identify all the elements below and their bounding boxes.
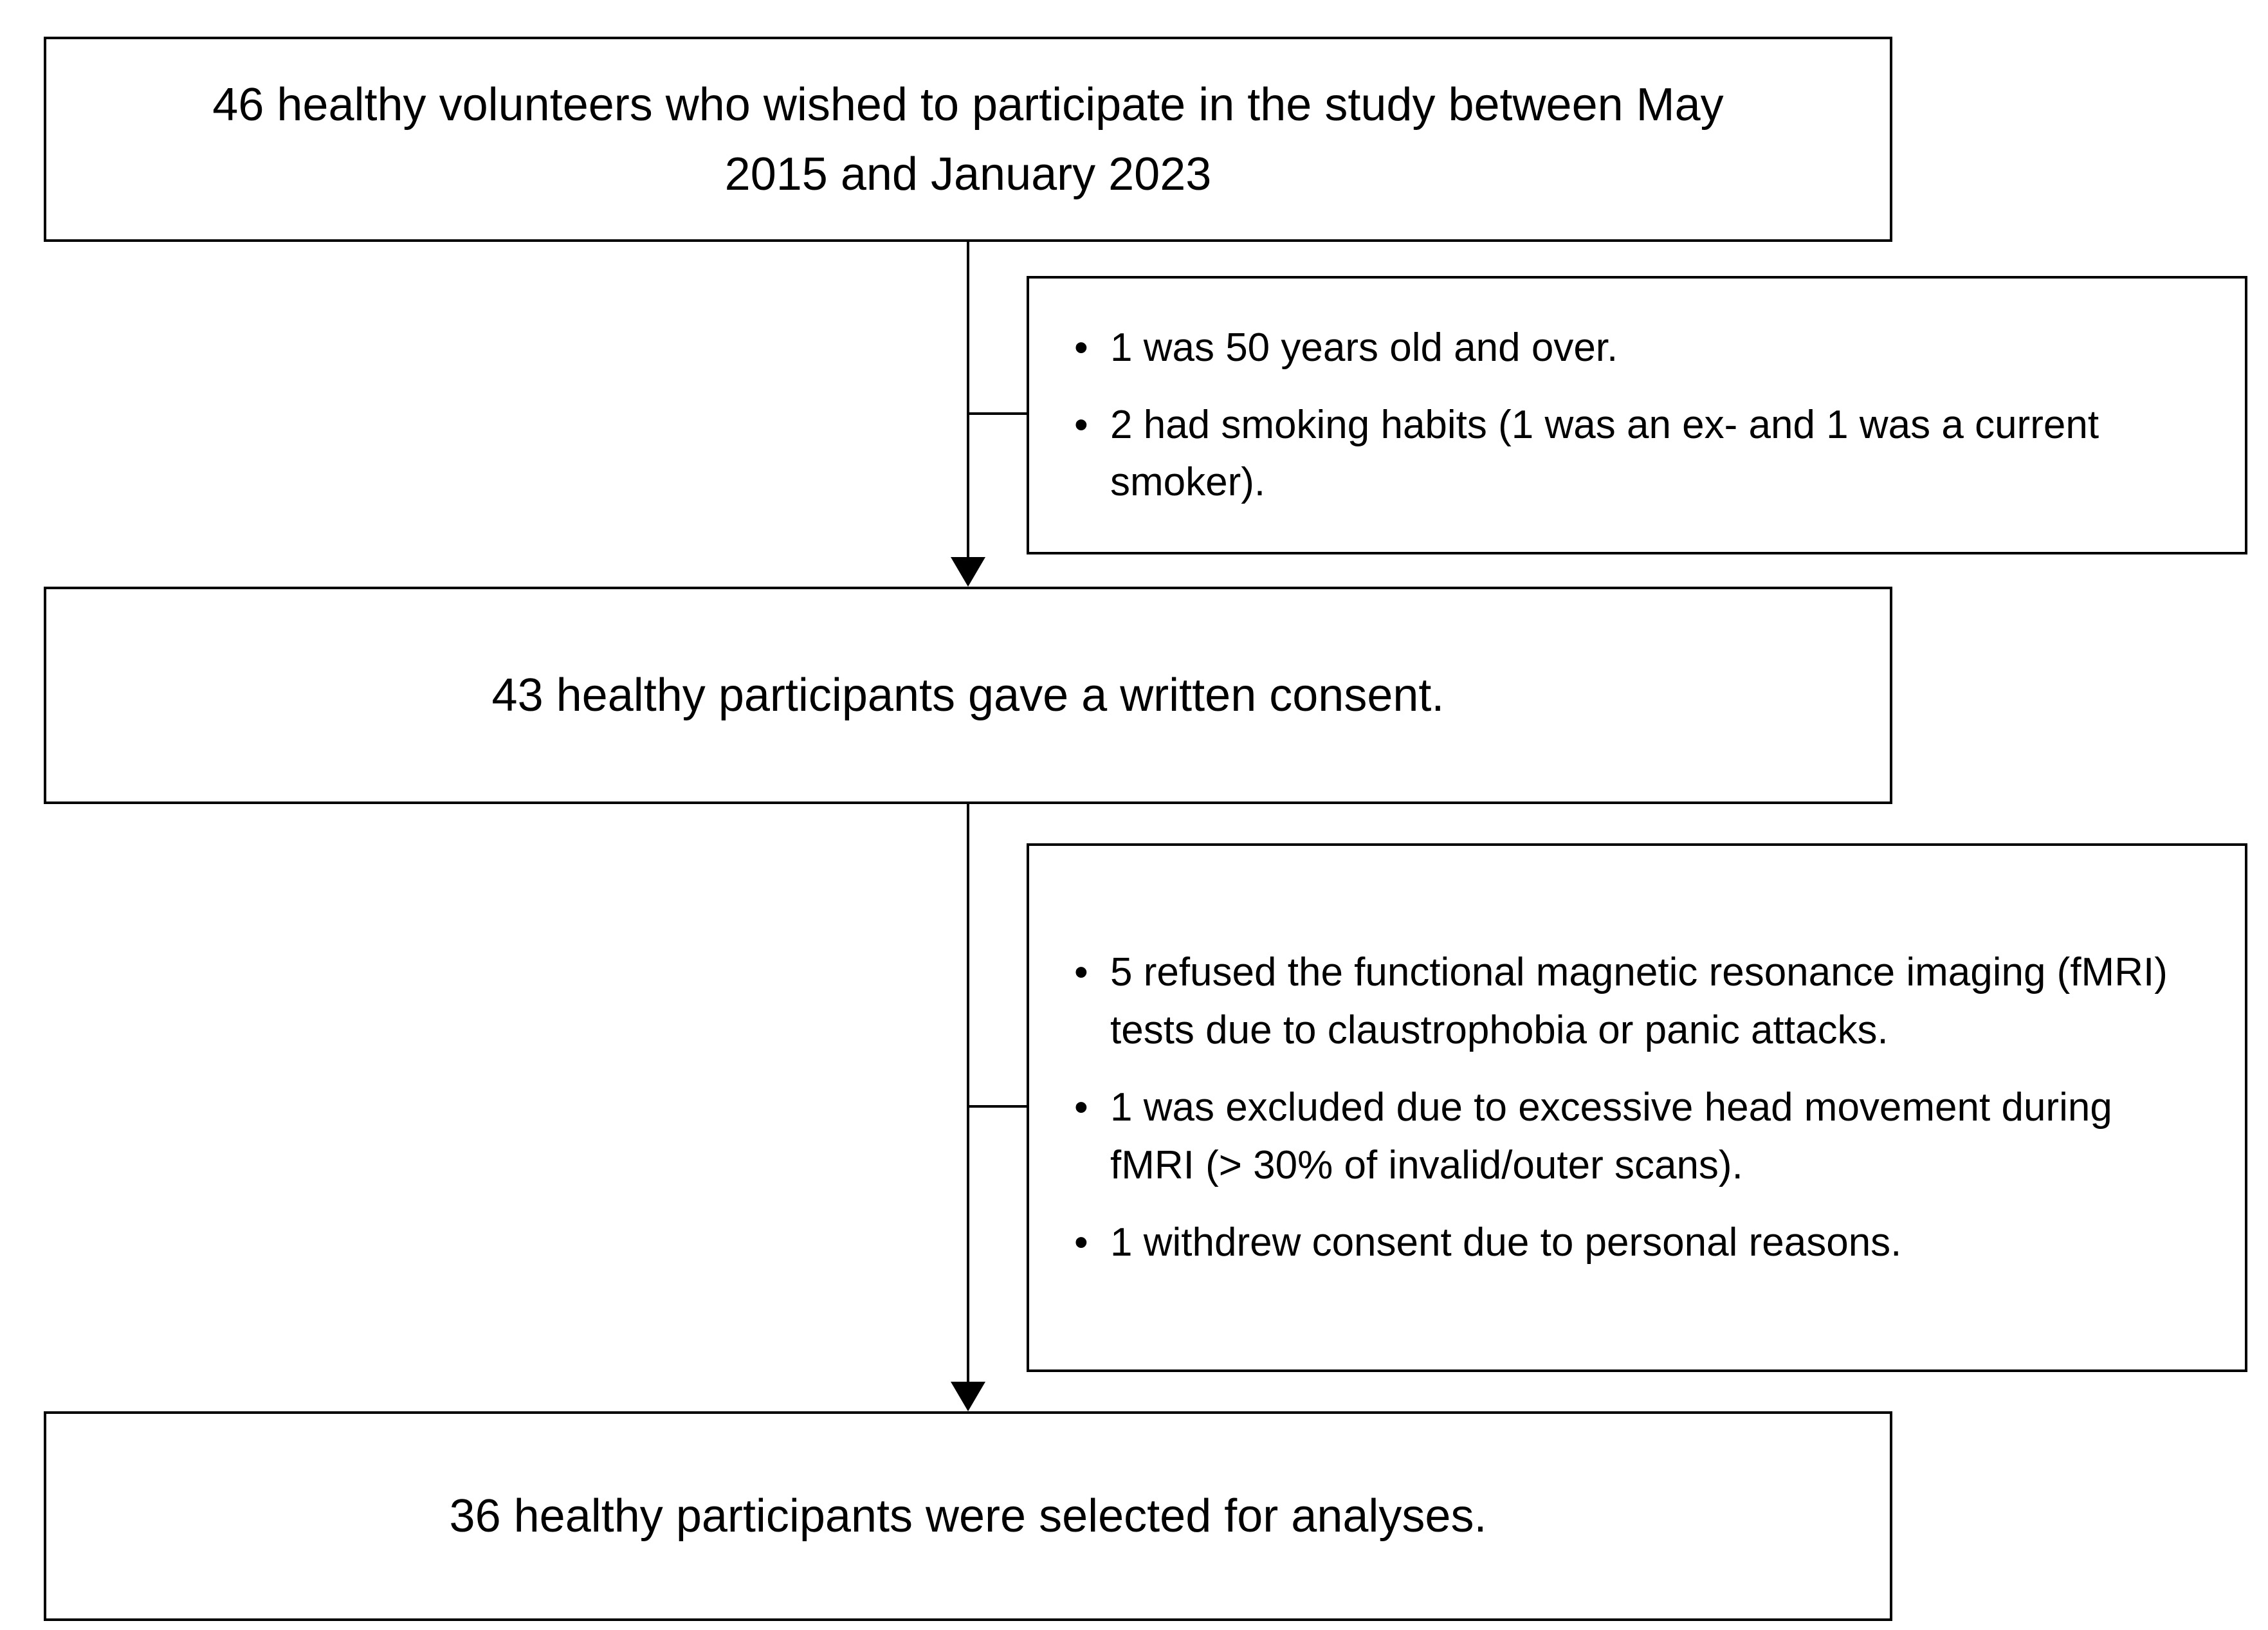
exclusion-item-text: 2 had smoking habits (1 was an ex- and 1 was a current smoker). xyxy=(1110,402,2099,505)
exclusion-item xyxy=(1074,1079,2187,1195)
exclusion-item-text: 1 was 50 years old and over. xyxy=(1110,325,1618,370)
bullet-icon: • xyxy=(1074,950,1088,995)
consent-box-text: 43 healthy participants gave a written consent. xyxy=(491,670,1445,721)
bullet-icon: • xyxy=(1074,325,1088,370)
connector-vertical-1 xyxy=(967,242,969,561)
exclusion-item-text: 5 refused the functional magnetic resonance imaging (fMRI) tests due to claustrophobia or panic attacks. xyxy=(1110,950,2168,1053)
arrow-down-icon xyxy=(951,1382,985,1411)
arrow-down-icon xyxy=(951,557,985,587)
connector-branch-1 xyxy=(968,412,1028,415)
exclusion-item xyxy=(1074,944,2187,1059)
exclusion-item-text: 1 withdrew consent due to personal reasons. xyxy=(1110,1220,1902,1265)
connector-vertical-2 xyxy=(967,804,969,1386)
volunteers-box-text: 46 healthy volunteers who wished to participate in the study between May 2015 and January 2023 xyxy=(212,78,1724,200)
consent-box xyxy=(44,587,1892,804)
exclusion-item xyxy=(1074,319,2187,377)
exclusion-item-text: 1 was excluded due to excessive head movement during fMRI (> 30% of invalid/outer scans). xyxy=(1110,1085,2112,1187)
exclusion-box-screening xyxy=(1027,276,2247,554)
bullet-icon: • xyxy=(1074,402,1088,447)
exclusion-item xyxy=(1074,396,2187,512)
connector-branch-2 xyxy=(968,1105,1028,1108)
exclusion-box-consent xyxy=(1027,843,2247,1372)
bullet-icon: • xyxy=(1074,1220,1088,1265)
analysis-box xyxy=(44,1411,1892,1621)
volunteers-box xyxy=(44,37,1892,242)
exclusion-item xyxy=(1074,1214,2187,1272)
bullet-icon: • xyxy=(1074,1085,1088,1130)
analysis-box-text: 36 healthy participants were selected for analyses. xyxy=(449,1490,1487,1542)
